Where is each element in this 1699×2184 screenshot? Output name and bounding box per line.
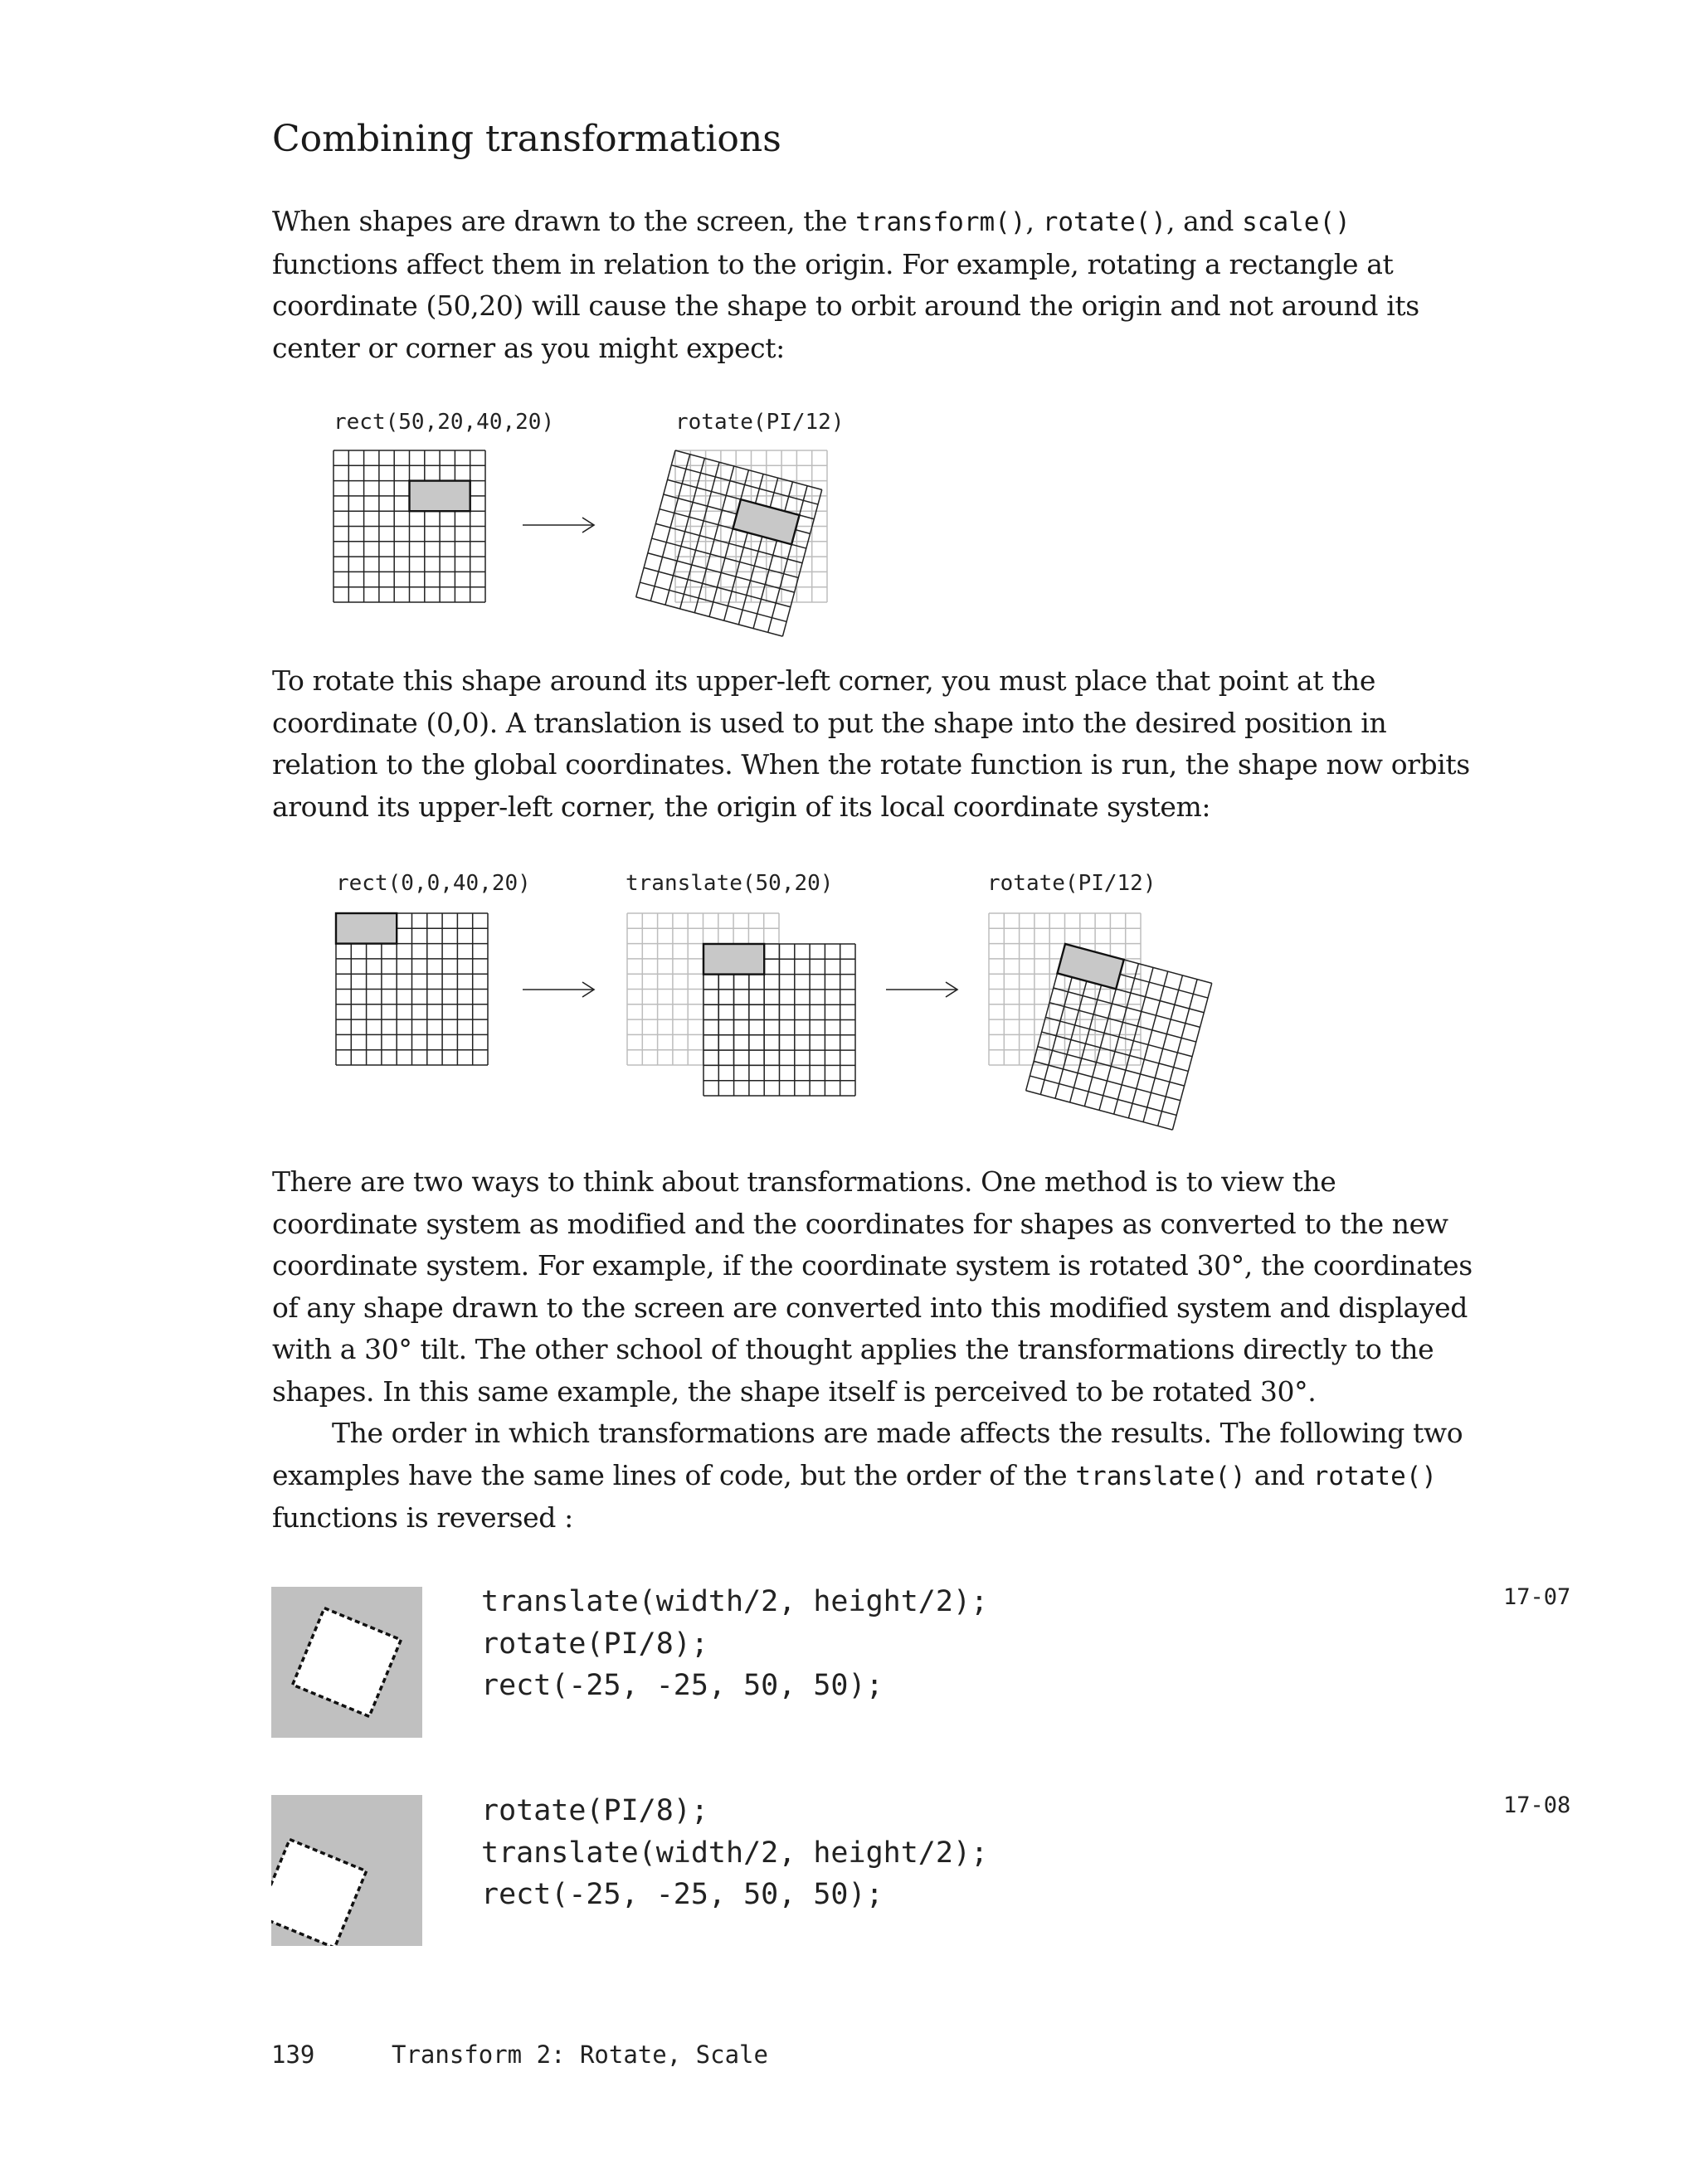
figure1-caption-rect: rect(50,20,40,20) [333, 410, 555, 435]
grid-original [333, 450, 485, 602]
example1-number: 17-07 [1503, 1584, 1571, 1610]
example2-number: 17-08 [1503, 1792, 1571, 1818]
grid-ghost [675, 450, 827, 602]
code-line: rotate(PI/8); [481, 1627, 708, 1661]
paragraph-4: The order in which transformations are made affects the results. The following two examples have the same lines of code, but the order of the translate() and rotate() functions is reversed : [272, 1417, 1463, 1534]
example1-sketch [271, 1587, 422, 1738]
paragraph-1: When shapes are drawn to the screen, the transform(), rotate(), and scale() functions affect them in relation to the origin. For example, rotating a rectangle at coordinate (50,20) will cause the shape to orbit around the origin and not around its center or corner as you might expect: [272, 205, 1419, 364]
paragraph-3: There are two ways to think about transformations. One method is to view the coordinate system as modified and the coordinates for shapes as converted to the new coordinate system. For example, if the coordinate system is rotated 30°, the coordinates of any shape drawn to the screen are converted into this modified system and displayed with a 30° tilt. The other school of thought applies the transformations directly to the shapes. In this same example, the shape itself is perceived to be rotated 30°. [272, 1165, 1473, 1408]
grid-rotated [636, 450, 822, 636]
code-line: rect(-25, -25, 50, 50); [481, 1669, 884, 1702]
grid-ghost [627, 913, 779, 1065]
example2-sketch [271, 1795, 422, 1946]
example2-code [481, 1790, 988, 1916]
code-scale: scale() [1242, 207, 1351, 237]
code-line: rotate(PI/8); [481, 1794, 708, 1827]
figure1-caption-rotate: rotate(PI/12) [675, 410, 845, 435]
code-rotate: rotate() [1312, 1461, 1438, 1491]
grid-ghost [989, 913, 1141, 1065]
page-number: 139 [271, 2041, 315, 2069]
code-line: translate(width/2, height/2); [481, 1836, 989, 1870]
code-line: translate(width/2, height/2); [481, 1585, 989, 1618]
rectangle-shape [1058, 944, 1124, 989]
rectangle-shape [733, 499, 799, 544]
figure2-caption-rotate: rotate(PI/12) [987, 871, 1156, 896]
rectangle-shape [703, 944, 764, 975]
example1-code [481, 1581, 988, 1707]
section-heading: Combining transformations [272, 118, 781, 160]
paragraph-2: To rotate this shape around its upper-left corner, you must place that point at the coordinate (0,0). A translation is used to put the shape into the desired position in relation to the global coordinates. When the rotate function is run, the shape now orbits around its upper-left corner, the origin of its local coordinate system: [272, 664, 1470, 823]
right-arrow-icon [886, 982, 957, 997]
right-arrow-icon [523, 518, 594, 533]
rectangle-shape [410, 481, 470, 512]
figure2-caption-translate: translate(50,20) [626, 871, 834, 896]
code-translate: translate() [1075, 1461, 1246, 1491]
rectangle-shape [336, 913, 397, 944]
running-footer: Transform 2: Rotate, Scale [392, 2041, 768, 2069]
code-transform: transform() [855, 207, 1026, 237]
code-line: rect(-25, -25, 50, 50); [481, 1878, 884, 1911]
code-rotate: rotate() [1042, 207, 1166, 237]
grid-translated [703, 944, 855, 1096]
grid-original [336, 913, 488, 1065]
figure2-caption-rect: rect(0,0,40,20) [336, 871, 531, 896]
right-arrow-icon [523, 982, 594, 997]
grid-translated-rotated [1026, 944, 1212, 1130]
